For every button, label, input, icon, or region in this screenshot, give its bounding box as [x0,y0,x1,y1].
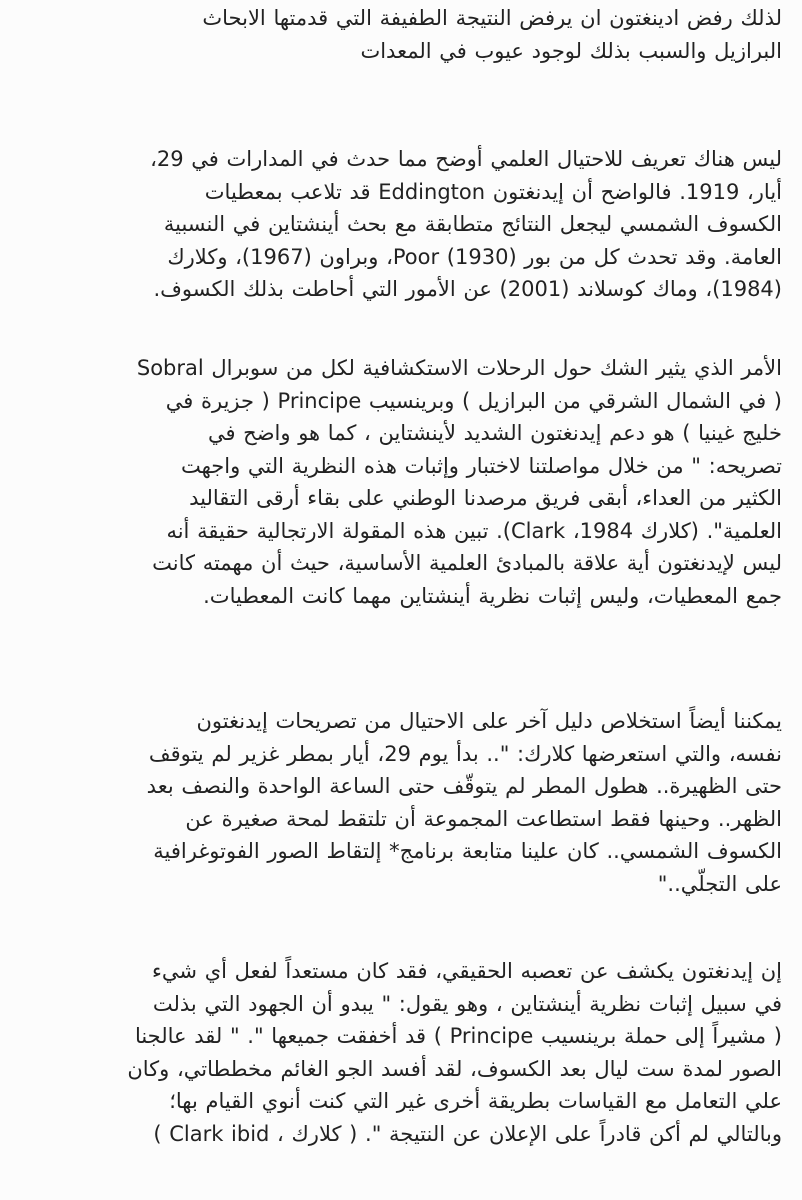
paragraph-line: البرازيل والسبب بذلك لوجود عيوب في المعدات [360,38,782,63]
paragraph-5 [24,955,782,1150]
paragraph-line: أيار، 1919. فالواضح أن إيدنغتون Eddington قد تلاعب بمعطيات [204,179,782,204]
paragraph-line: ليس لإيدنغتون أية علاقة بالمبادئ العلمية الأساسية، حيث أن مهمته كانت [152,551,782,575]
paragraph-line: ليس هناك تعريف للاحتيال العلمي أوضح مما حدث في المدارات في 29، [150,147,782,171]
paragraph-line: الكسوف الشمسي ليجعل النتائج متطابقة مع بحث أينشتاين في النسبية [163,212,782,236]
paragraph-line: الكسوف الشمسي.. كان علينا متابعة برنامج* إلتقاط الصور الفوتوغرافية [153,839,782,863]
paragraph-1 [24,2,782,67]
paragraph-line: لذلك رفض ادينغتون ان يرفض النتيجة الطفيفة التي قدمتها الابحاث [202,6,782,30]
paragraph-line: على التجلّي.." [657,871,782,896]
paragraph-line: الظهر.. وحينها فقط استطاعت المجموعة أن تلتقط لمحة صغيرة عن [185,806,782,831]
paragraph-line: علي التعامل مع القياسات بطريقة أخرى غير التي كنت أنوي القيام بها؛ [169,1089,782,1113]
paragraph-line: إن إيدنغتون يكشف عن تعصبه الحقيقي، فقد كان مستعداً لفعل أي شيء [152,959,782,983]
paragraph-line: في سبيل إثبات نظرية أينشتاين ، وهو يقول: " يبدو أن الجهود التي بذلت [152,991,782,1016]
paragraph-4 [24,705,782,900]
paragraph-line: الأمر الذي يثير الشك حول الرحلات الاستكشافية لكل من سوبرال Sobral [136,356,782,380]
paragraph-line: ( في الشمال الشرقي من البرازيل ) وبرينسيب Principe ( جزيرة في [165,388,782,413]
paragraph-line: الصور لمدة ست ليال بعد الكسوف، لقد أفسد الجو الغائم مخططاتي، وكان [127,1056,782,1081]
paragraph-line: ( مشيراً إلى حملة برينسيب Principe ) قد أخفقت جميعها ". " لقد عالجنا [134,1024,782,1048]
paragraph-line: العامة. وقد تحدث كل من بور (1930) Poor، وبراون (1967)، وكلارك [167,244,782,269]
paragraph-line: تصريحه: " من خلال مواصلتنا لاختبار وإثبات هذه النظرية التي واجهت [181,453,782,478]
paragraph-2 [24,143,782,306]
paragraph-line: (1984)، وماك كوسلاند (2001) عن الأمور التي أحاطت بذلك الكسوف. [153,277,782,301]
paragraph-line: جمع المعطيات، وليس إثبات نظرية أينشتاين مهما كانت المعطيات. [203,583,782,608]
paragraph-line: خليج غينيا ) هو دعم إيدنغتون الشديد لأينشتاين ، كما هو واضح في [207,421,782,445]
paragraph-line: وبالتالي لم أكن قادراً على الإعلان عن النتيجة ". ( كلارك ، Clark ibid ) [153,1121,782,1146]
paragraph-line: العلمية". (كلارك 1984، Clark). تبين هذه المقولة الارتجالية حقيقة أنه [166,518,782,543]
paragraph-line: نفسه، والتي استعرضها كلارك: ".. بدأ يوم 29، أيار بمطر غزير لم يتوقف [148,741,782,766]
paragraph-line: حتى الظهيرة.. هطول المطر لم يتوقّف حتى الساعة الواحدة والنصف بعد [146,774,782,798]
paragraph-line: الكثير من العداء، أبقى فريق مرصدنا الوطني على بقاء أرقى التقاليد [189,486,782,510]
paragraph-3 [24,352,782,612]
paragraph-line: يمكننا أيضاً استخلاص دليل آخر على الاحتيال من تصريحات إيدنغتون [196,709,782,733]
